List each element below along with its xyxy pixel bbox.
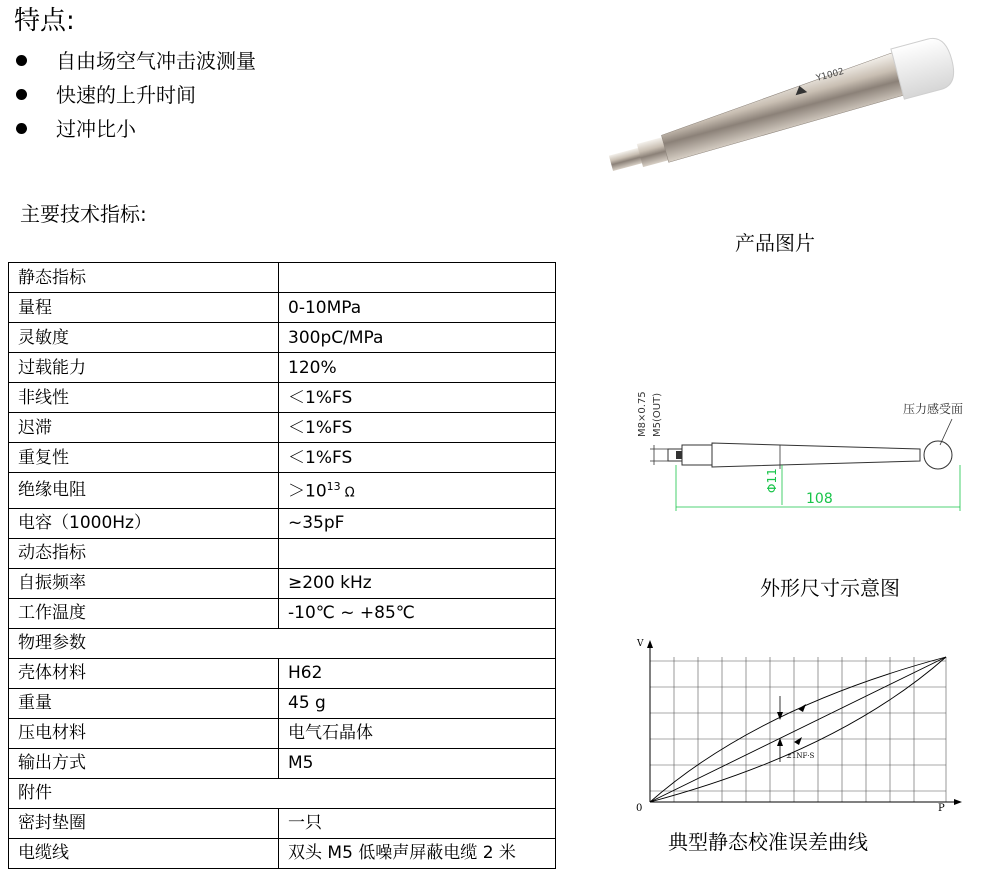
spec-value xyxy=(279,538,556,568)
diameter-dimension: Φ11 xyxy=(765,468,779,493)
spec-value: 120% xyxy=(279,353,556,383)
spec-section-row xyxy=(9,778,556,808)
spec-label: 输出方式 xyxy=(9,748,279,778)
spec-label: 自振频率 xyxy=(9,568,279,598)
error-label: ±1NF·S xyxy=(786,752,815,760)
spec-row xyxy=(9,718,556,748)
spec-value xyxy=(279,263,556,293)
y-axis-label: V xyxy=(637,639,644,649)
spec-table xyxy=(8,262,556,869)
spec-value: 双头 M5 低噪声屏蔽电缆 2 米 xyxy=(279,838,556,868)
spec-row xyxy=(9,598,556,628)
features-title: 特点: xyxy=(14,6,75,36)
spec-row xyxy=(9,353,556,383)
calibration-curve xyxy=(628,632,968,812)
calibration-curve-caption: 典型静态校准误差曲线 xyxy=(668,830,868,854)
bullet-icon xyxy=(16,123,27,134)
spec-value: ~35pF xyxy=(279,508,556,538)
origin-label: 0 xyxy=(636,803,643,814)
feature-list xyxy=(14,44,256,146)
spec-label: 密封垫圈 xyxy=(9,808,279,838)
spec-label: 电容（1000Hz） xyxy=(9,508,279,538)
spec-value: -10℃ ~ +85℃ xyxy=(279,598,556,628)
spec-value: $>10^{13}$ Ω xyxy=(279,473,556,509)
thread-label-1: M8×0.75 xyxy=(637,391,648,437)
spec-heading: 主要技术指标: xyxy=(20,202,147,226)
x-axis-label: P xyxy=(938,803,945,814)
spec-row xyxy=(9,293,556,323)
spec-label: 非线性 xyxy=(9,383,279,413)
product-photo-caption: 产品图片 xyxy=(735,231,815,255)
spec-row xyxy=(9,443,556,473)
feature-item: 过冲比小 xyxy=(14,112,256,146)
spec-value: ＜1%FS xyxy=(279,443,556,473)
dimension-drawing xyxy=(620,365,990,515)
spec-section-label: 物理参数 xyxy=(9,628,556,658)
spec-row xyxy=(9,658,556,688)
spec-row xyxy=(9,473,556,509)
bullet-icon xyxy=(16,55,27,66)
spec-section-row xyxy=(9,628,556,658)
spec-label: 重复性 xyxy=(9,443,279,473)
spec-row xyxy=(9,413,556,443)
spec-label: 迟滞 xyxy=(9,413,279,443)
feature-item: 快速的上升时间 xyxy=(14,78,256,112)
bullet-icon xyxy=(16,89,27,100)
spec-row xyxy=(9,508,556,538)
spec-row xyxy=(9,568,556,598)
spec-value: ≥200 kHz xyxy=(279,568,556,598)
length-dimension: 108 xyxy=(806,491,833,507)
spec-row xyxy=(9,323,556,353)
spec-row xyxy=(9,748,556,778)
spec-label: 电缆线 xyxy=(9,838,279,868)
spec-label: 过载能力 xyxy=(9,353,279,383)
spec-label: 灵敏度 xyxy=(9,323,279,353)
spec-label: 壳体材料 xyxy=(9,658,279,688)
spec-label: 重量 xyxy=(9,688,279,718)
spec-label: 压电材料 xyxy=(9,718,279,748)
spec-value: M5 xyxy=(279,748,556,778)
spec-label: 绝缘电阻 xyxy=(9,473,279,509)
spec-value: 45 g xyxy=(279,688,556,718)
spec-value: 电气石晶体 xyxy=(279,718,556,748)
spec-section-label: 附件 xyxy=(9,778,556,808)
spec-section-label: 静态指标 xyxy=(9,263,279,293)
feature-item: 自由场空气冲击波测量 xyxy=(14,44,256,78)
spec-section-label: 动态指标 xyxy=(9,538,279,568)
spec-section-row xyxy=(9,263,556,293)
spec-row xyxy=(9,688,556,718)
spec-value: 300pC/MPa xyxy=(279,323,556,353)
spec-row xyxy=(9,383,556,413)
product-photo xyxy=(600,20,960,170)
product-engraving: Y1002 xyxy=(815,66,846,84)
spec-value: 0-10MPa xyxy=(279,293,556,323)
thread-label-2: M5(OUT) xyxy=(652,392,663,437)
spec-value: H62 xyxy=(279,658,556,688)
spec-row xyxy=(9,838,556,868)
spec-label: 量程 xyxy=(9,293,279,323)
spec-label: 工作温度 xyxy=(9,598,279,628)
spec-value: 一只 xyxy=(279,808,556,838)
spec-section-row xyxy=(9,538,556,568)
spec-value: ＜1%FS xyxy=(279,383,556,413)
pressure-surface-label: 压力感受面 xyxy=(903,402,964,416)
dimension-drawing-caption: 外形尺寸示意图 xyxy=(760,576,900,600)
spec-value: ＜1%FS xyxy=(279,413,556,443)
spec-row xyxy=(9,808,556,838)
